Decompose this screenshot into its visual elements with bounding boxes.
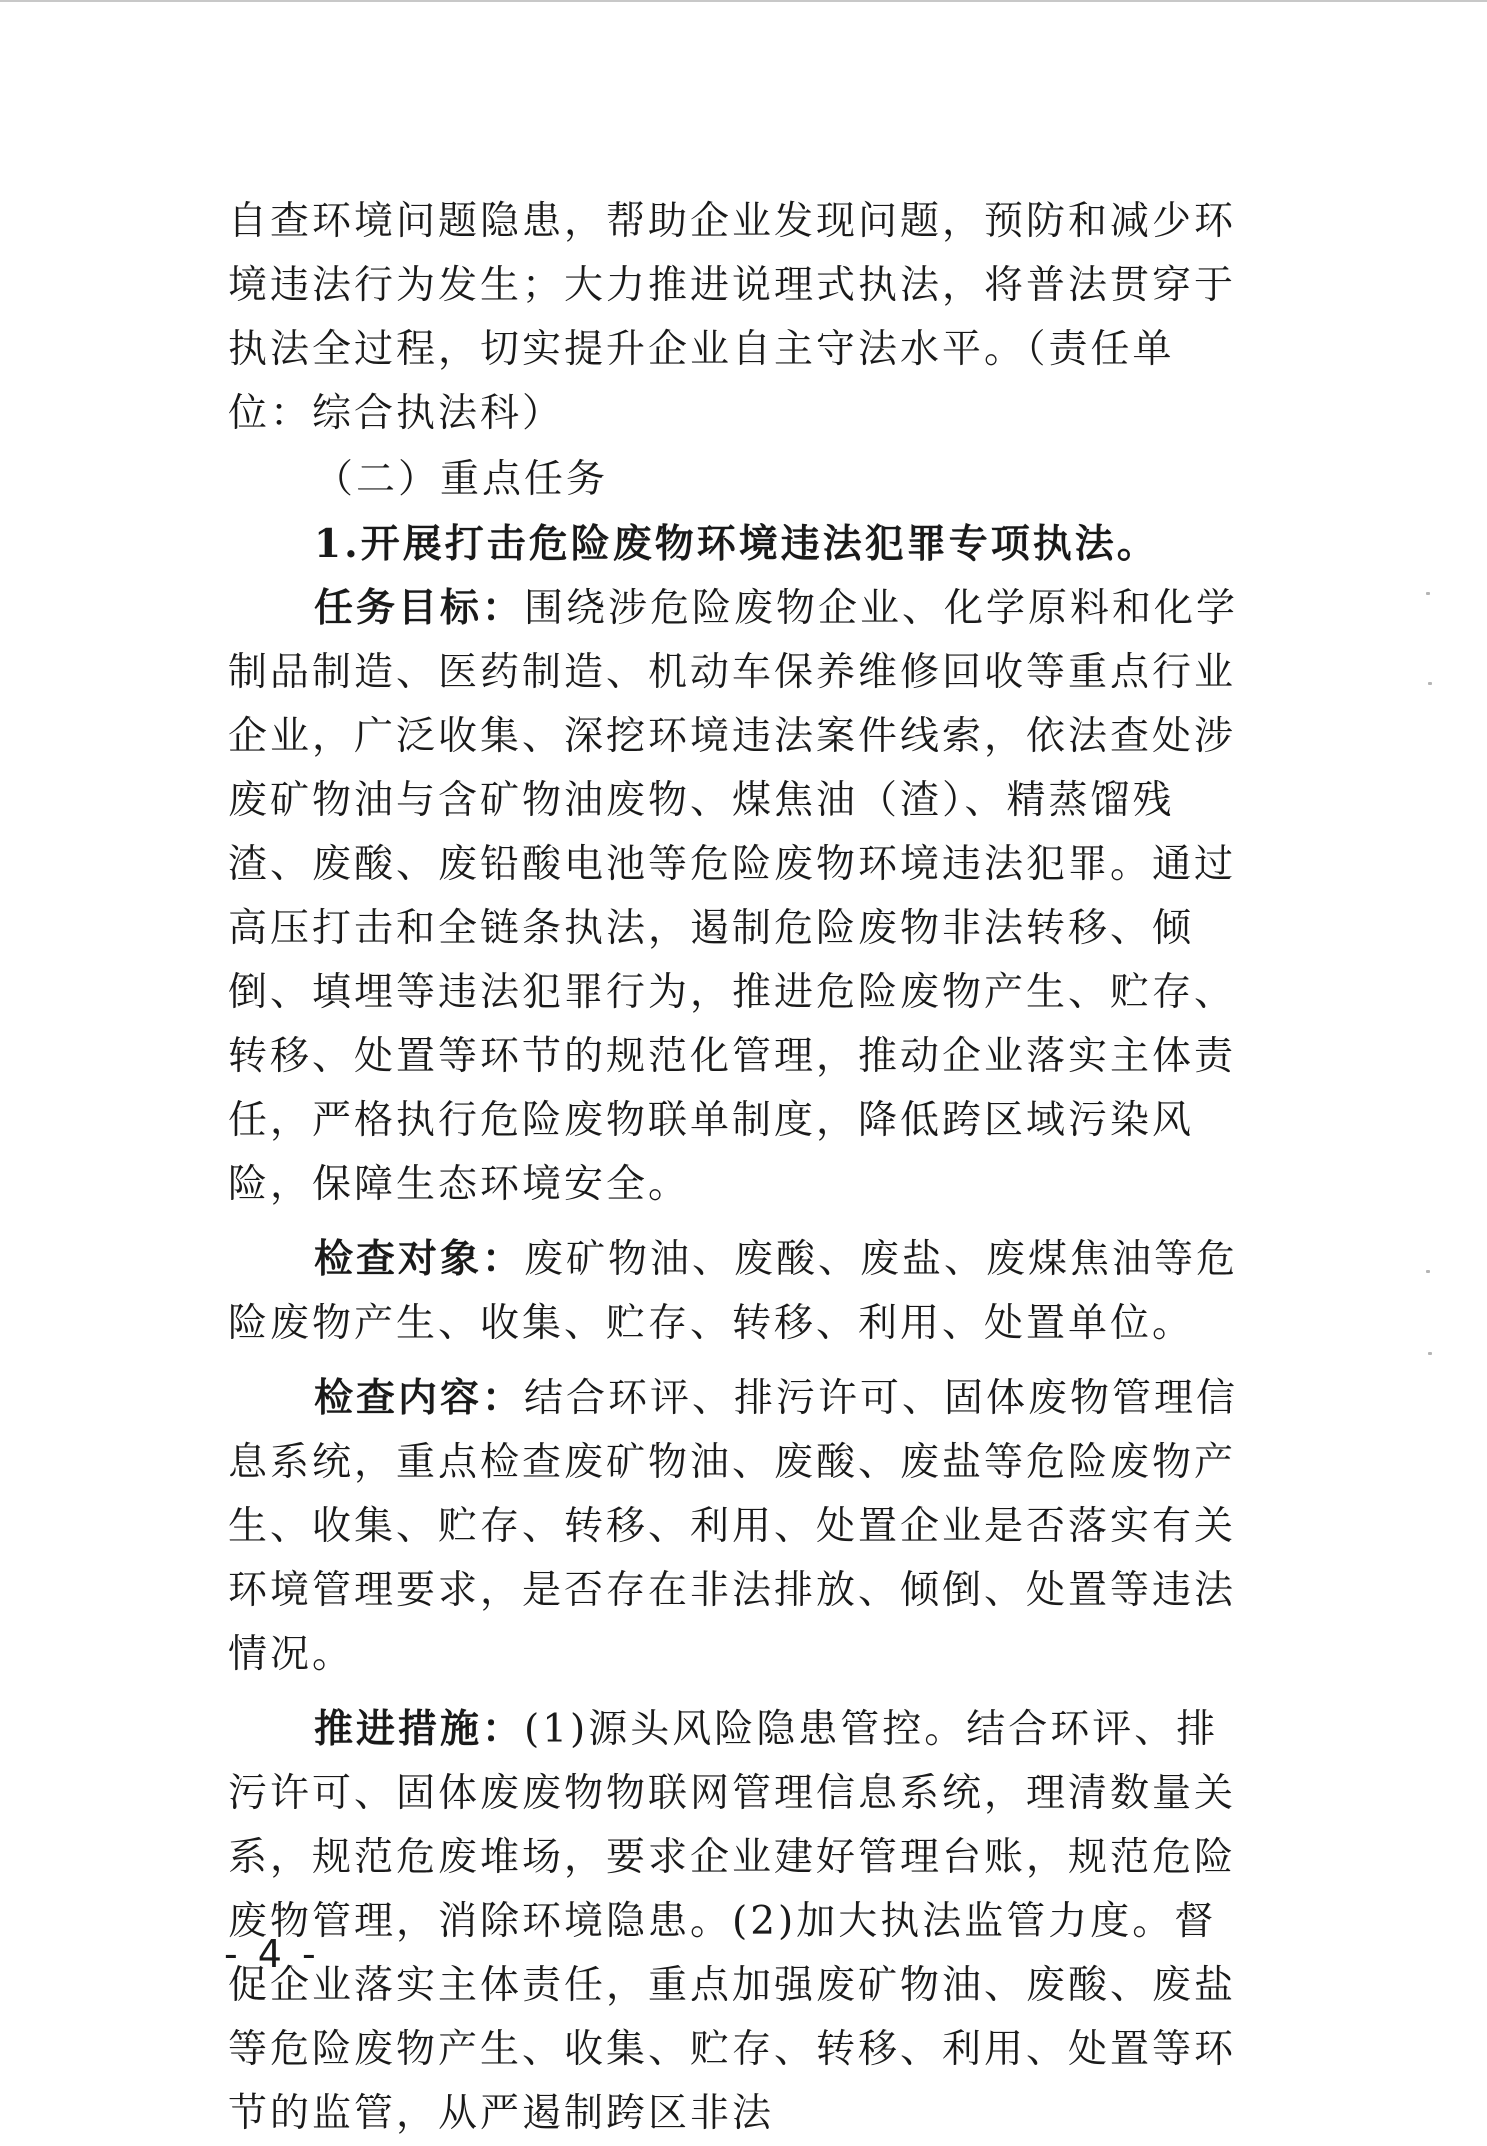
- scan-speck: [1426, 592, 1430, 595]
- scan-speck: [1426, 1270, 1430, 1273]
- document-body: [228, 190, 1258, 2146]
- paragraph-measures: [228, 1697, 1258, 2146]
- inspection-target-text: 废矿物油、废酸、废盐、废煤焦油等危险废物产生、收集、贮存、转移、利用、处置单位。: [228, 1237, 1239, 1346]
- scan-speck: [1428, 1352, 1432, 1355]
- paragraph-inspection-target: [228, 1227, 1258, 1356]
- paragraph-continuation: 自查环境问题隐患，帮助企业发现问题，预防和减少环境违法行为发生；大力推进说理式执法，将普法贯穿于执法全过程，切实提升企业自主守法水平。（责任单位：综合执法科）: [228, 199, 1237, 436]
- page-number: - 4 -: [224, 1932, 320, 1976]
- measures-label: 推进措施：: [314, 1706, 525, 1752]
- paragraph-inspection-content: [228, 1366, 1258, 1687]
- task-goal-text: 围绕涉危险废物企业、化学原料和化学制品制造、医药制造、机动车保养维修回收等重点行业企业，广泛收集、深挖环境违法案件线索，依法查处涉废矿物油与含矿物油废物、煤焦油（渣）、精蒸馏残渣、废酸、废铅酸电池等危险废物环境违法犯罪。通过高压打击和全链条执法，遏制危险废物非法转移、倾倒、填埋等违法犯罪行为，推进危险废物产生、贮存、转移、处置等环节的规范化管理，推动企业落实主体责任，严格执行危险废物联单制度，降低跨区域污染风险，保障生态环境安全。: [228, 586, 1239, 1207]
- page-top-edge: [0, 0, 1487, 2]
- scan-speck: [1428, 682, 1432, 685]
- task-heading: 1.开展打击危险废物环境违法犯罪专项执法。: [314, 521, 1159, 567]
- paragraph-task-goal: [228, 576, 1258, 1217]
- measures-text: (1)源头风险隐患管控。结合环评、排污许可、固体废废物物联网管理信息系统，理清数量关系，规范危废堆场，要求企业建好管理台账，规范危险废物管理，消除环境隐患。(2)加大执法监管力度。督促企业落实主体责任，重点加强废矿物油、废酸、废盐等危险废物产生、收集、贮存、转移、利用、处置等环节的监管，从严遏制跨区非法: [228, 1707, 1237, 2136]
- inspection-content-text: 结合环评、排污许可、固体废物管理信息系统，重点检查废矿物油、废酸、废盐等危险废物产生、收集、贮存、转移、利用、处置企业是否落实有关环境管理要求，是否存在非法排放、倾倒、处置等违法情况。: [228, 1376, 1239, 1677]
- section-heading: （二）重点任务: [314, 457, 609, 502]
- inspection-target-label: 检查对象：: [314, 1236, 525, 1282]
- task-goal-label: 任务目标：: [314, 585, 525, 631]
- inspection-content-label: 检查内容：: [314, 1375, 525, 1421]
